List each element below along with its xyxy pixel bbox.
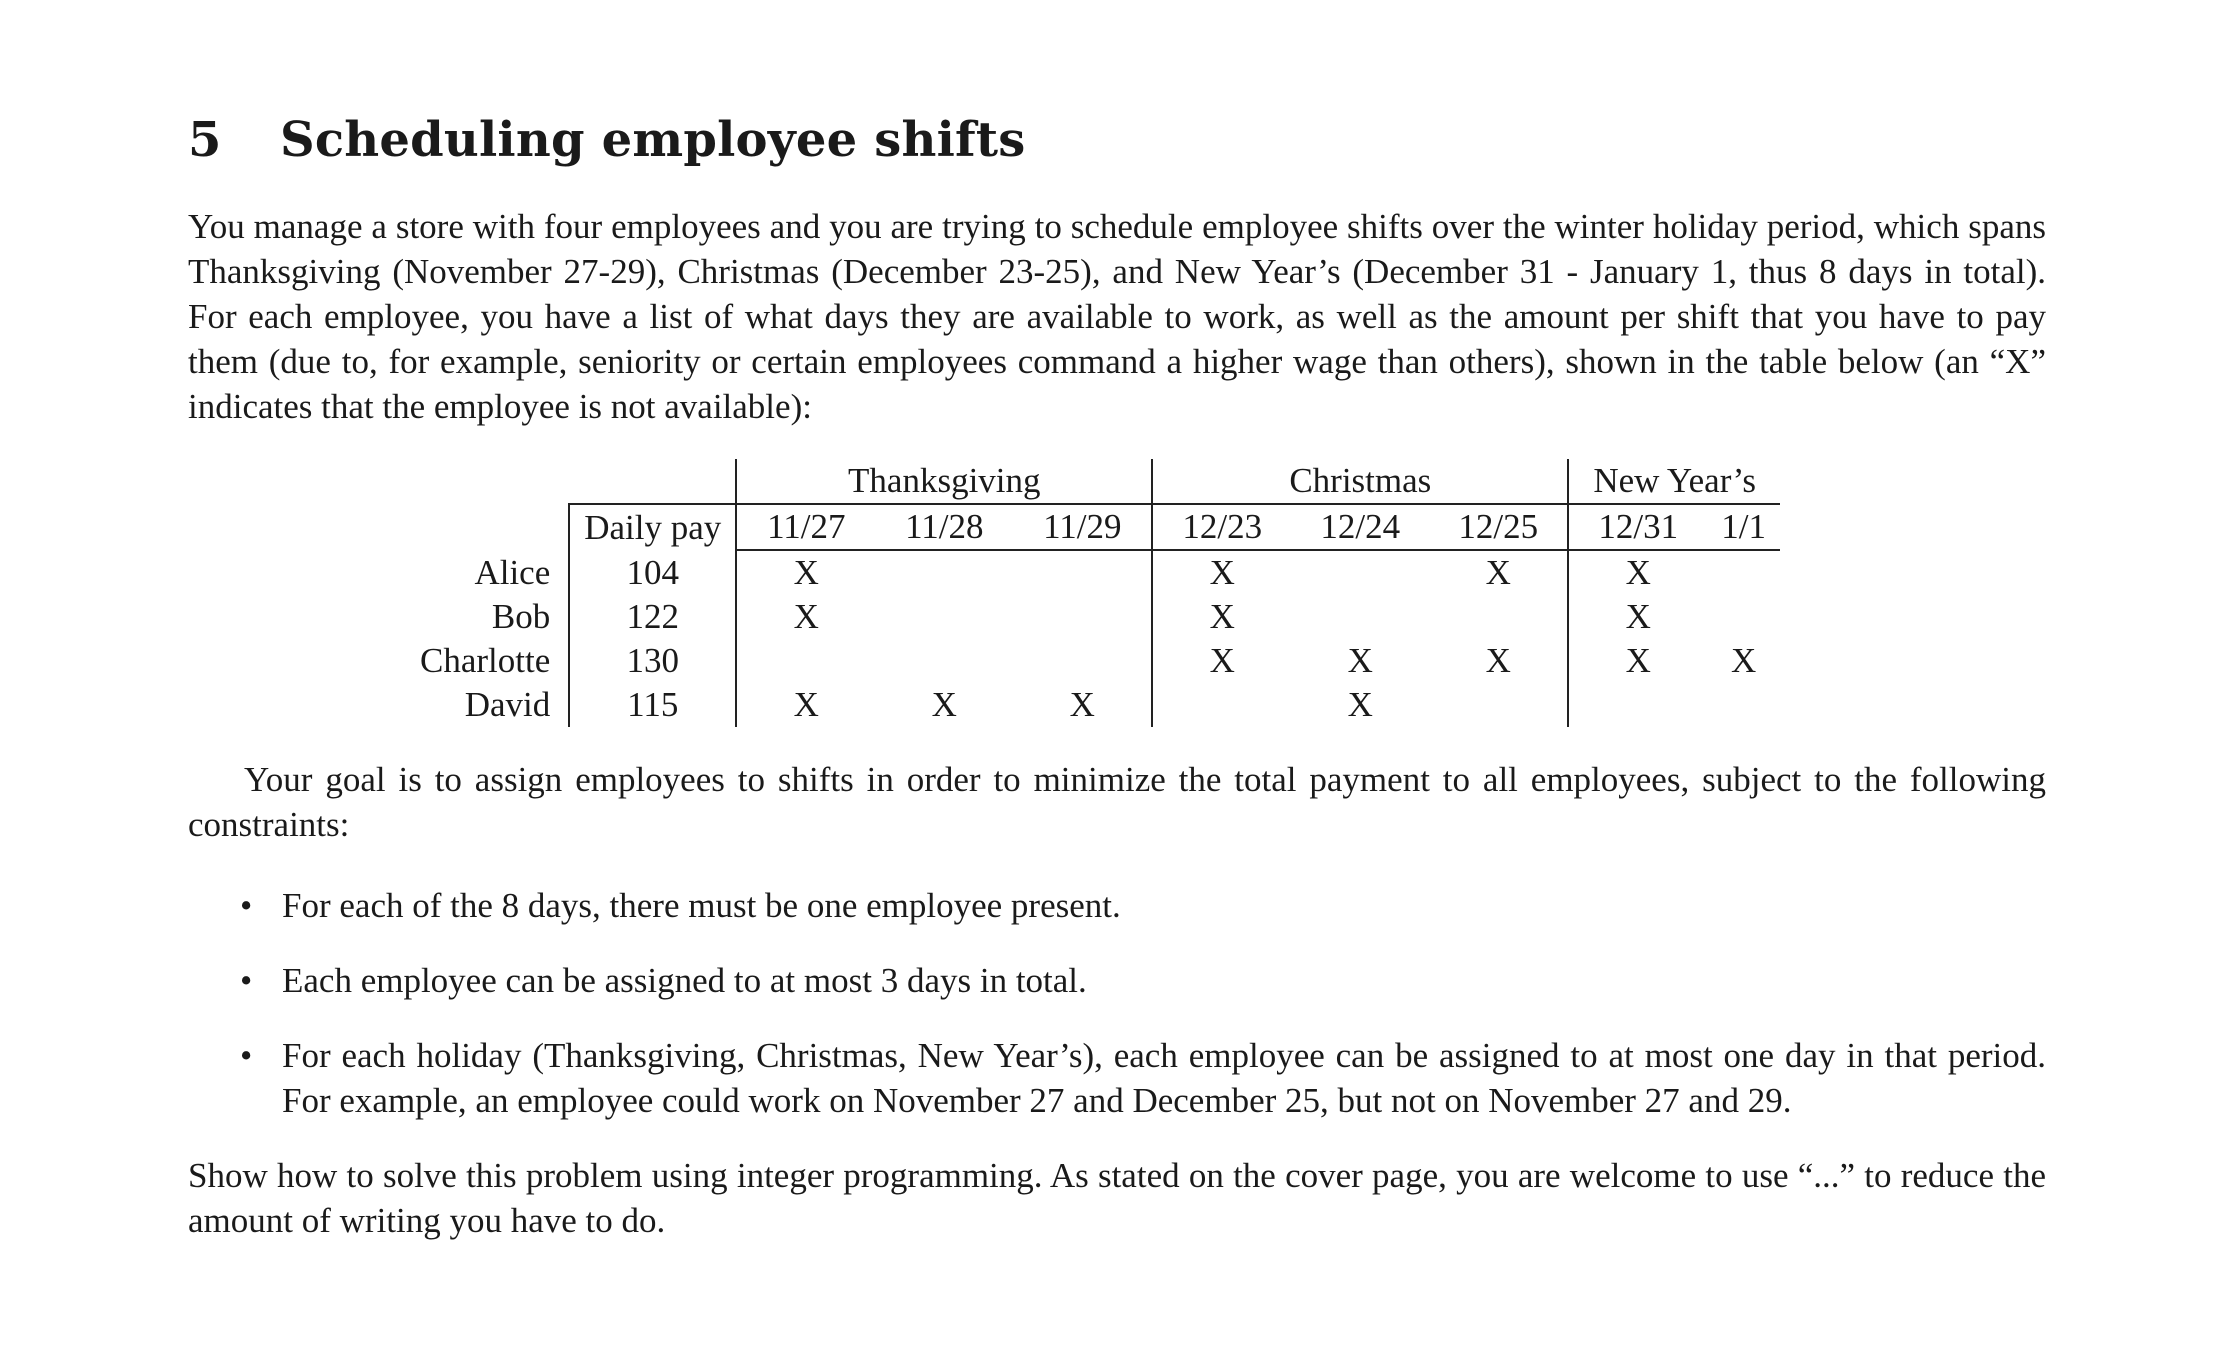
closing-paragraph: Show how to solve this problem using integer programming. As stated on the cover page, you are welcome to use “...” to reduce the amount of writing you have to do. [188, 1156, 2046, 1240]
availability-cell: X [1625, 641, 1651, 680]
availability-cell [1013, 550, 1152, 595]
problem-page [188, 112, 2046, 1243]
availability-cell [1152, 683, 1291, 727]
availability-cell [1291, 550, 1429, 595]
availability-cell: X [1347, 685, 1373, 724]
section-title: Scheduling employee shifts [280, 112, 1026, 168]
availability-cell [736, 639, 875, 683]
day-header: 1/1 [1707, 504, 1780, 550]
list-item [188, 958, 2046, 1003]
day-header: 11/27 [736, 504, 875, 550]
constraint-text: Each employee can be assigned to at most 3 days in total. [282, 961, 1087, 1000]
list-item [188, 883, 2046, 928]
availability-cell [1707, 595, 1780, 639]
availability-cell: X [1347, 641, 1373, 680]
availability-cell [1568, 683, 1707, 727]
availability-cell: X [1429, 550, 1568, 595]
table-row [406, 595, 1780, 639]
daily-pay: 104 [569, 550, 736, 595]
constraint-text: For each holiday (Thanksgiving, Christmas, New Year’s), each employee can be assigned to at most one day in that period. For example, an employee could work on November 27 and December 25, but not on November 27 and 29. [282, 1036, 2046, 1120]
bullet-icon: • [240, 961, 253, 1000]
daily-pay: 115 [569, 683, 736, 727]
availability-cell: X [793, 597, 819, 636]
availability-cell [875, 639, 1013, 683]
availability-cell [1707, 550, 1780, 595]
name-header-spacer [406, 504, 569, 550]
availability-cell: X [1625, 553, 1651, 592]
constraint-list [188, 883, 2046, 1123]
availability-cell: X [793, 685, 819, 724]
pay-header-spacer [569, 459, 736, 504]
availability-cell: X [1209, 641, 1235, 680]
availability-cell [1429, 683, 1568, 727]
availability-cell: X [931, 685, 957, 724]
constraint-text: For each of the 8 days, there must be one employee present. [282, 886, 1121, 925]
availability-cell [1013, 595, 1152, 639]
table-row [406, 550, 1780, 595]
day-header: 12/24 [1291, 504, 1429, 550]
availability-cell [1429, 595, 1568, 639]
employee-name: David [406, 683, 569, 727]
day-header: 12/25 [1429, 504, 1568, 550]
day-header: 12/31 [1568, 504, 1707, 550]
employee-name: Bob [406, 595, 569, 639]
availability-table [406, 459, 1780, 727]
daily-pay: 130 [569, 639, 736, 683]
availability-cell: X [1625, 597, 1651, 636]
employee-name: Charlotte [406, 639, 569, 683]
goal-paragraph: Your goal is to assign employees to shifts in order to minimize the total payment to all employees, subject to the following constraints: [188, 760, 2046, 844]
holiday-header-row [406, 459, 1780, 504]
daily-pay: 122 [569, 595, 736, 639]
bullet-icon: • [240, 886, 253, 925]
availability-cell: X [1731, 641, 1757, 680]
corner-cell [406, 459, 569, 504]
employee-name: Alice [406, 550, 569, 595]
holiday-label: Christmas [1152, 459, 1568, 504]
availability-cell [875, 550, 1013, 595]
table-row [406, 639, 1780, 683]
availability-cell [1291, 595, 1429, 639]
availability-cell: X [1209, 597, 1235, 636]
availability-cell: X [793, 553, 819, 592]
intro-paragraph: You manage a store with four employees and you are trying to schedule employee shifts over the winter holiday period, which spans Thanksgiving (November 27-29), Christmas (December 23-25), and New Year’s (December 31 - January 1, thus 8 days in total). For each employee, you have a list of what days they are available to work, as well as the amount per shift that you have to pay them (due to, for example, seniority or certain employees command a higher wage than others), shown in the table below (an “X” indicates that the employee is not available): [188, 207, 2046, 426]
availability-cell: X [1429, 639, 1568, 683]
availability-cell [1707, 683, 1780, 727]
availability-cell [875, 595, 1013, 639]
day-header: 12/23 [1152, 504, 1291, 550]
holiday-label: Thanksgiving [736, 459, 1152, 504]
day-header: 11/28 [875, 504, 1013, 550]
table-row [406, 683, 1780, 727]
availability-cell [1013, 639, 1152, 683]
holiday-label: New Year’s [1593, 461, 1756, 500]
day-header-row [406, 504, 1780, 550]
bullet-icon: • [240, 1036, 253, 1075]
section-number: 5 [188, 112, 222, 168]
availability-cell: X [1209, 553, 1235, 592]
pay-header: Daily pay [569, 504, 736, 550]
day-header: 11/29 [1013, 504, 1152, 550]
availability-cell: X [1013, 683, 1152, 727]
section-heading [188, 112, 2046, 168]
list-item [188, 1033, 2046, 1123]
